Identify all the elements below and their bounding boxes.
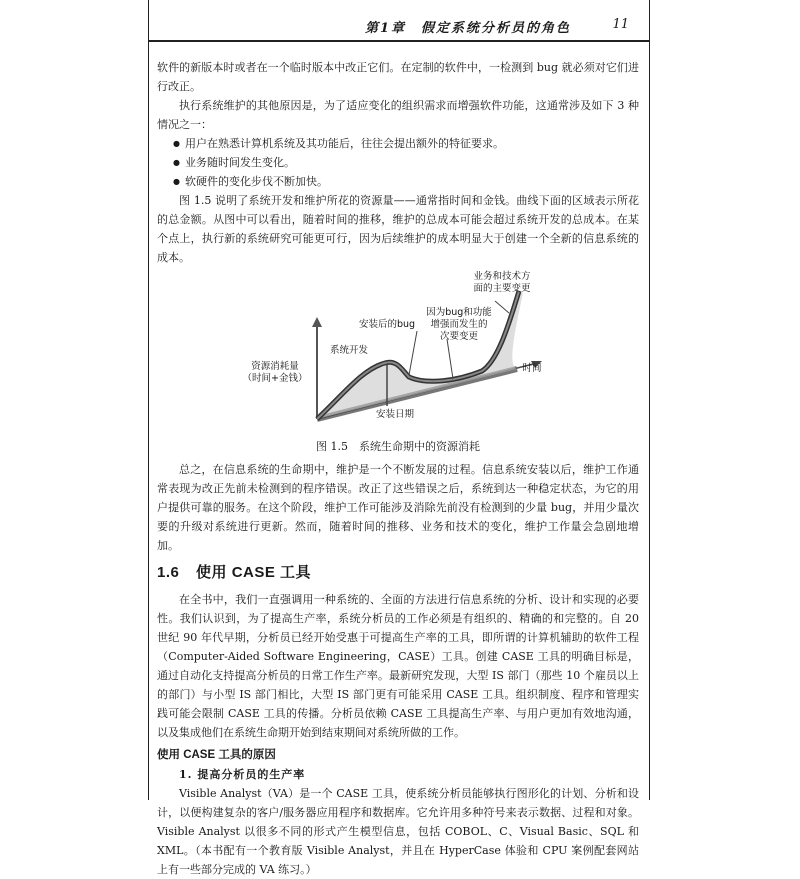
figure-caption: 图 1.5 系统生命期中的资源消耗 xyxy=(316,440,480,453)
major-changes-line2: 面的主要变更 xyxy=(473,283,531,294)
post-install-bug-label: 安装后的bug xyxy=(358,319,416,330)
subsubsection-heading: 1. 提高分析员的生产率 xyxy=(179,768,306,781)
system-development-label: 系统开发 xyxy=(329,345,368,356)
chapter-title: 第1章 假定系统分析员的角色 xyxy=(364,21,571,36)
paragraph-4: 总之，在信息系统的生命期中，维护是一个不断发展的过程。信息系统安装以后，维护工作通常表现为改正先前未检测到的程序错误。改正了这些错误之后，系统到达一种稳定状态，为它的用户提供可靠的服务。在这个阶段，维护工作可能涉及消除先前没有检测到的少量 bug，并用少量次要的升级对系统进行更新。然而，随着时间的推移、业务和技术的变化，维护工作量会急剧地增加。 xyxy=(157,463,639,552)
y-axis-label xyxy=(235,361,315,385)
section-heading xyxy=(157,563,639,582)
section-title: 使用 CASE 工具 xyxy=(196,564,312,581)
major-changes-line1: 业务和技术方 xyxy=(473,271,531,282)
major-changes-label xyxy=(457,271,547,295)
running-header xyxy=(149,0,649,42)
y-axis-label-line1: 资源消耗量 xyxy=(251,361,299,372)
section-number: 1.6 xyxy=(157,564,180,581)
minor-changes-label xyxy=(419,307,499,343)
y-axis-arrow-icon xyxy=(312,317,322,327)
minor-changes-line2: 增强而发生的 xyxy=(430,319,488,330)
enhance-pointer xyxy=(447,339,453,379)
book-page xyxy=(148,0,650,876)
page-number: 11 xyxy=(612,17,629,32)
paragraph-1: 软件的新版本时或者在一个临时版本中改正它们。在定制的软件中，一检测到 bug 就必须对它们进行改正。 xyxy=(157,61,639,93)
paragraph-2: 执行系统维护的其他原因是，为了适应变化的组织需求而增强软件功能，这通常涉及如下 3 种情况之一： xyxy=(157,99,639,131)
bugfix-pointer xyxy=(409,331,417,375)
minor-changes-line1: 因为bug和功能 xyxy=(426,307,492,318)
page-content xyxy=(157,58,639,879)
resource-consumption-figure xyxy=(157,271,639,439)
subsection-heading: 使用 CASE 工具的原因 xyxy=(157,749,276,761)
bullet-list xyxy=(157,134,639,191)
minor-changes-line3: 次要变更 xyxy=(439,331,478,342)
bullet-item: ● 用户在熟悉计算机系统及其功能后，往往会提出额外的特征要求。 xyxy=(173,134,639,153)
paragraph-6: Visible Analyst（VA）是一个 CASE 工具，使系统分析员能够执行图形化的计划、分析和设计，以便构建复杂的客户/服务器应用程序和数据库。它允许用多种符号来表示数据、过程和对象。Visible Analyst 以很多不同的形式产生模型信息，包括 COBOL、C、Visual Basic、SQL 和 XML。（本书配有一个教育版 Visible Analyst，并且在 HyperCase 体验和 CPU 案例配套网站上有一些部分完成的 VA 练习。） xyxy=(157,787,639,876)
bullet-item: ● 软硬件的变化步伐不断加快。 xyxy=(173,172,639,191)
bullet-item: ● 业务随时间发生变化。 xyxy=(173,153,639,172)
paragraph-3: 图 1.5 说明了系统开发和维护所花的资源量——通常指时间和金钱。曲线下面的区域表示所花的总金额。从图中可以看出，随着时间的推移，维护的总成本可能会超过系统开发的总成本。在某个点上，执行新的系统研究可能更可行，因为后续维护的成本明显大于创建一个全新的信息系统的成本。 xyxy=(157,194,639,264)
paragraph-5: 在全书中，我们一直强调用一种系统的、全面的方法进行信息系统的分析、设计和实现的必要性。我们认识到，为了提高生产率，系统分析员的工作必须是有组织的、精确的和完整的。自 20 世纪 90 年代早期，分析员已经开始受惠于可提高生产率的工具，即所谓的计算机辅助的软件工程（Computer-Aided Software Engineering，CASE）工具。创建 CASE 工具的明确目标是，通过自动化支持提高分析员的日常工作生产率。最新研究发现，大型 IS 部门（那些 10 个雇员以上的部门）与小型 IS 部门相比，大型 IS 部门更有可能采用 CASE 工具。组织制度、程序和管理实践可能会限制 CASE 工具的传播。分析员依赖 CASE 工具提高生产率、与用户更加有效地沟通，以及集成他们在系统生命期开始到结束期间对系统所做的工作。 xyxy=(157,593,639,739)
y-axis-label-line2: （时间+金钱） xyxy=(242,373,308,384)
install-date-label: 安装日期 xyxy=(375,409,414,420)
x-axis-label: 时间 xyxy=(522,363,542,374)
